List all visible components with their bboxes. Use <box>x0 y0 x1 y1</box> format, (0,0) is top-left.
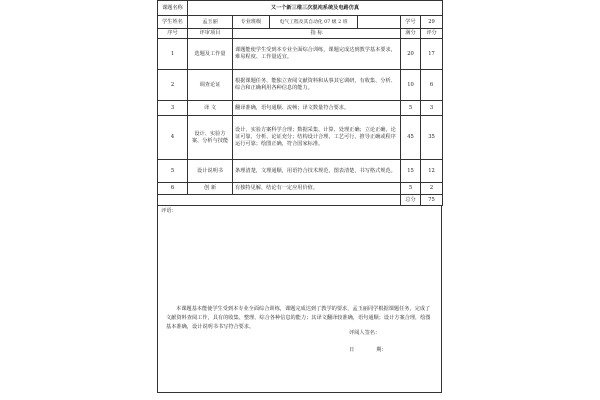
review-table <box>157 0 443 206</box>
student-name: 孟玉丽 <box>188 16 233 29</box>
row-score: 12 <box>421 160 443 183</box>
row-item: 设计说明书 <box>188 160 233 183</box>
row-index: 6 <box>158 183 188 195</box>
row-max: 15 <box>401 160 421 183</box>
row-item: 调查论证 <box>188 70 233 101</box>
col-indicator-header: 指 标 <box>233 29 401 39</box>
date-label: 期： <box>376 347 387 353</box>
table-row <box>158 101 443 116</box>
row-item: 创 新 <box>188 183 233 195</box>
row-indicator: 条理清楚，文理通顺，用语符合技术规范，图表清楚，书写格式规范。 <box>233 160 401 183</box>
col-item-header: 评审项目 <box>188 29 233 39</box>
comments-section <box>157 206 442 393</box>
row-max: 5 <box>401 101 421 116</box>
row-score: 17 <box>421 39 443 70</box>
row-max: 45 <box>401 116 421 160</box>
col-index-header: 序号 <box>158 29 188 39</box>
row-item: 设计、实验方案、分析与技能 <box>188 116 233 160</box>
row-item: 选题及工作量 <box>188 39 233 70</box>
row-score: 6 <box>421 70 443 101</box>
student-number-label: 学号 <box>401 16 421 29</box>
row-index: 4 <box>158 116 188 160</box>
review-form <box>157 0 442 400</box>
row-index: 1 <box>158 39 188 70</box>
topic-label: 课题名称 <box>158 1 188 16</box>
table-row <box>158 116 443 160</box>
student-number: 29 <box>421 16 443 29</box>
row-item: 译 文 <box>188 101 233 116</box>
row-max: 10 <box>401 70 421 101</box>
row-score: 2 <box>421 183 443 195</box>
comments-label: 评语： <box>161 208 177 214</box>
table-row <box>158 160 443 183</box>
major-value: 电气工程及其自动化 07 级 2 班 <box>279 19 348 25</box>
row-indicator: 设计、实验方案科学合理；数据采集、计算、处理正确；立论正确，论证可靠，分析、论证充分；结构设计合理、工艺可行，推导正确或程序运行可靠；绘图正确，符合国家标准。 <box>233 116 401 160</box>
comments-text: 本课题基本能使学生受到本专业全面综合训练，课题完成达到了教学的要求，孟玉丽同学根据课题任务，完成了文献资料查阅工作，具有的收集、整理、综合各种信息的能力；其译文翻译较准确，语句通顺；设计方案合理，绘图基本准确，设计说明书书写符合要求。 <box>166 306 431 330</box>
row-indicator: 根据课题任务，能独立查阅文献资料和从事其它调研，有收集、分析、综合和正确利用各种信息的能力。 <box>233 70 401 101</box>
date-field <box>349 346 409 353</box>
row-max: 5 <box>401 183 421 195</box>
date-day-label: 日 <box>349 347 355 353</box>
row-indicator: 课题能使学生受到本专业全面综合训练，课题完成达到教学基本要求，难易程度、工作量适宜。 <box>233 39 401 70</box>
row-score: 35 <box>421 116 443 160</box>
row-index: 2 <box>158 70 188 101</box>
major-label: 专业班级 <box>233 16 270 28</box>
table-row <box>158 39 443 70</box>
topic-title: 又一个新三维三次混沌系统及电路仿真 <box>188 1 443 16</box>
table-row <box>158 183 443 195</box>
reviewer-signature-label: 评阅人签名： <box>349 330 381 336</box>
total-row <box>158 195 443 206</box>
row-index: 3 <box>158 101 188 116</box>
row-index: 5 <box>158 160 188 183</box>
student-name-label: 学生姓名 <box>158 16 188 29</box>
total-value: 75 <box>421 195 443 206</box>
total-label: 总分 <box>401 195 421 206</box>
row-indicator: 翻译准确，语句通顺、流畅；译文数量符合要求。 <box>233 101 401 116</box>
col-score-header: 评分 <box>421 29 443 39</box>
col-max-header: 满分 <box>401 29 421 39</box>
row-score: 3 <box>421 101 443 116</box>
row-indicator: 有独特见解，结论有一定应用价值。 <box>233 183 401 195</box>
row-max: 20 <box>401 39 421 70</box>
table-row <box>158 70 443 101</box>
